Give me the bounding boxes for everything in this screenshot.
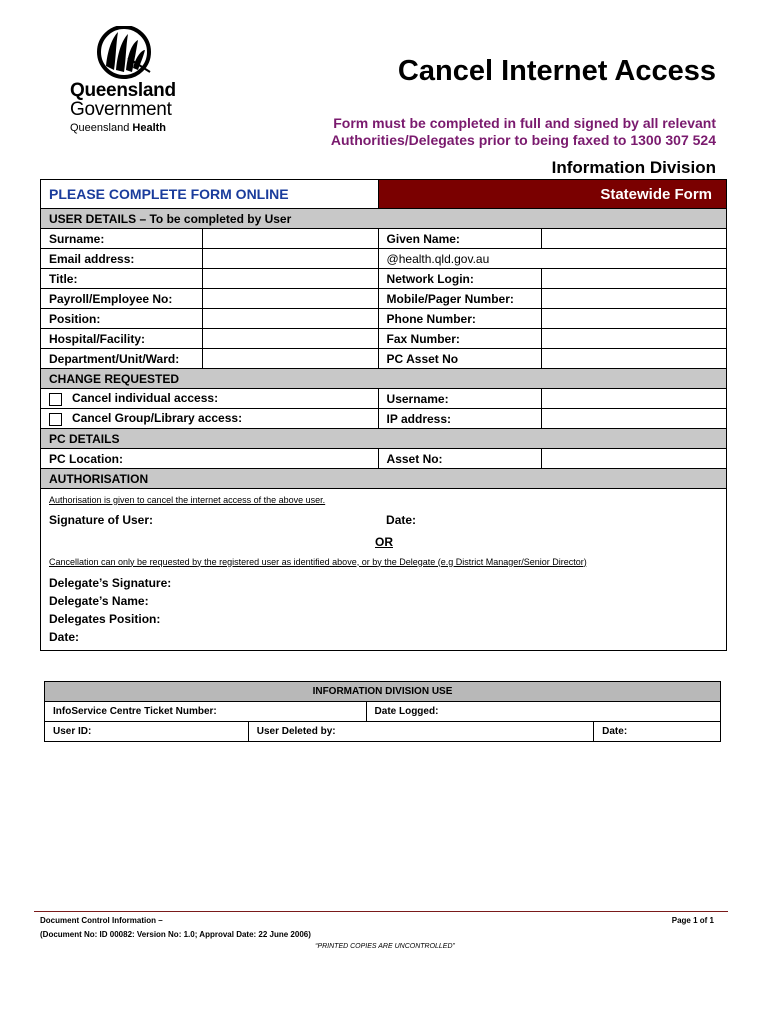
delegate-position-label: Delegates Position: <box>49 612 161 626</box>
logo-text-queensland: Queensland <box>70 80 176 101</box>
payroll-field[interactable] <box>202 289 378 309</box>
cancellation-note: Cancellation can only be requested by the registered user as identified above, or by the Delegate (e.g District Manager/Senior Director) <box>49 556 587 567</box>
email-field[interactable] <box>202 249 378 269</box>
mobile-label: Mobile/Pager Number: <box>378 289 542 309</box>
given-name-label: Given Name: <box>378 229 542 249</box>
information-division-use-table <box>44 681 721 742</box>
authorisation-header: AUTHORISATION <box>41 469 727 489</box>
footer-divider <box>34 911 728 912</box>
phone-label: Phone Number: <box>378 309 542 329</box>
page-title: Cancel Internet Access <box>397 55 716 87</box>
cancel-group-label: Cancel Group/Library access: <box>72 411 243 426</box>
pc-location-label: PC Location: <box>41 449 379 469</box>
payroll-label: Payroll/Employee No: <box>41 289 203 309</box>
date-logged-label: Date Logged: <box>366 702 720 722</box>
cancel-access-form <box>40 179 727 651</box>
department-field[interactable] <box>202 349 378 369</box>
ticket-number-label: InfoService Centre Ticket Number: <box>45 702 367 722</box>
delegate-signature-label: Delegate’s Signature: <box>49 576 172 590</box>
given-name-field[interactable] <box>542 229 727 249</box>
user-deleted-label: User Deleted by: <box>248 722 593 742</box>
title-field[interactable] <box>202 269 378 289</box>
document-control-label: Document Control Information – <box>40 916 163 925</box>
mobile-field[interactable] <box>542 289 727 309</box>
logo-text-government: Government <box>70 99 172 120</box>
document-details: (Document No: ID 00082: Version No: 1.0; Approval Date: 22 June 2006) <box>40 930 311 939</box>
complete-online-label: PLEASE COMPLETE FORM ONLINE <box>41 180 379 209</box>
title-label: Title: <box>41 269 203 289</box>
authorisation-note: Authorisation is given to cancel the internet access of the above user. <box>49 494 326 505</box>
asset-no-label: Asset No: <box>378 449 542 469</box>
cancel-group-checkbox[interactable] <box>49 413 62 426</box>
change-requested-header: CHANGE REQUESTED <box>41 369 727 389</box>
cancel-individual-label: Cancel individual access: <box>72 391 219 406</box>
cancel-individual-checkbox[interactable] <box>49 393 62 406</box>
email-label: Email address: <box>41 249 203 269</box>
delegate-name-label: Delegate’s Name: <box>49 594 149 608</box>
ip-address-field[interactable] <box>542 409 727 429</box>
cancel-group-row <box>41 409 379 429</box>
department-label: Department/Unit/Ward: <box>41 349 203 369</box>
position-field[interactable] <box>202 309 378 329</box>
fax-label: Fax Number: <box>378 329 542 349</box>
id-use-header: INFORMATION DIVISION USE <box>45 682 721 702</box>
user-date-label: Date: <box>378 508 726 532</box>
signature-user-label: Signature of User: <box>41 508 379 532</box>
hospital-label: Hospital/Facility: <box>41 329 203 349</box>
surname-field[interactable] <box>202 229 378 249</box>
page-number: Page 1 of 1 <box>671 916 714 925</box>
or-label: OR <box>375 534 393 549</box>
username-field[interactable] <box>542 389 727 409</box>
username-label: Username: <box>378 389 542 409</box>
delegate-block <box>41 570 727 651</box>
pc-asset-label: PC Asset No <box>378 349 542 369</box>
id-use-date-label: Date: <box>594 722 721 742</box>
pc-asset-field[interactable] <box>542 349 727 369</box>
ip-address-label: IP address: <box>378 409 542 429</box>
statewide-form-label: Statewide Form <box>378 180 726 209</box>
surname-label: Surname: <box>41 229 203 249</box>
cancel-individual-row <box>41 389 379 409</box>
uncontrolled-copies-note: “PRINTED COPIES ARE UNCONTROLLED” <box>315 943 455 950</box>
pc-details-header: PC DETAILS <box>41 429 727 449</box>
phone-field[interactable] <box>542 309 727 329</box>
user-details-header: USER DETAILS – To be completed by User <box>41 209 727 229</box>
network-login-label: Network Login: <box>378 269 542 289</box>
fax-field[interactable] <box>542 329 727 349</box>
network-login-field[interactable] <box>542 269 727 289</box>
position-label: Position: <box>41 309 203 329</box>
logo-text-health: Queensland Health <box>70 122 167 134</box>
delegate-date-label: Date: <box>49 630 80 644</box>
form-instructions: Form must be completed in full and signed by all relevant Authorities/Delegates prior to being faxed to 1300 307 524 <box>330 115 716 148</box>
email-domain: @health.qld.gov.au <box>378 249 726 269</box>
asset-no-field[interactable] <box>542 449 727 469</box>
hospital-field[interactable] <box>202 329 378 349</box>
user-id-label: User ID: <box>45 722 249 742</box>
division-label: Information Division <box>551 158 716 177</box>
